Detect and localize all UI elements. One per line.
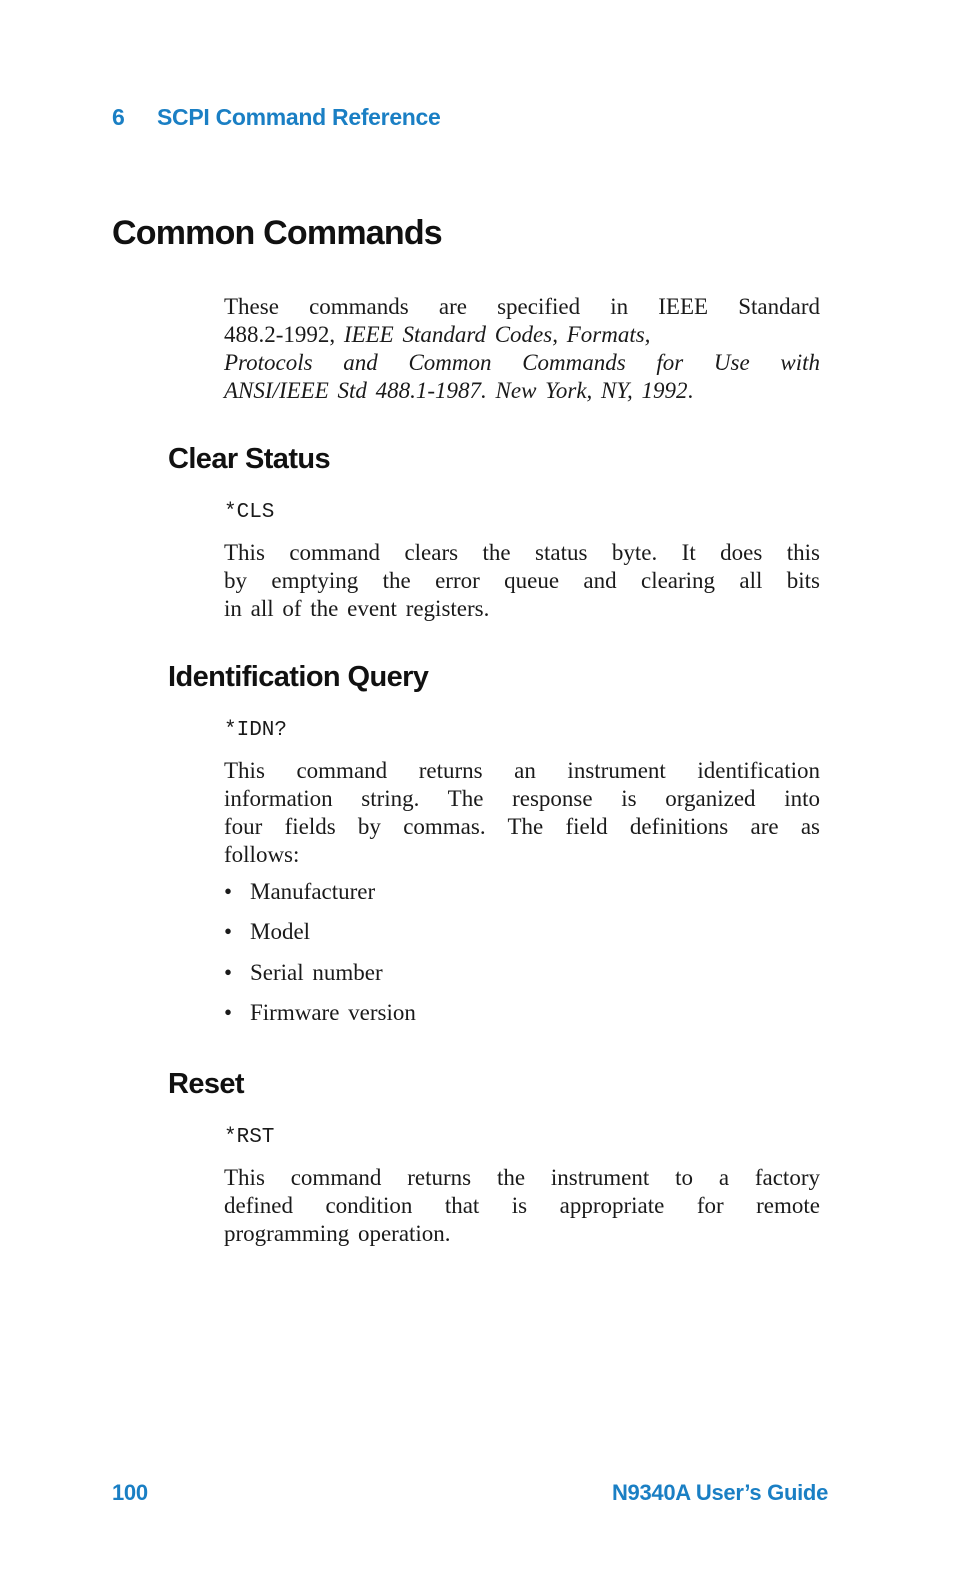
page-number: 100 <box>112 1480 148 1505</box>
section-title-identification-query: Identification Query <box>168 661 429 693</box>
page-title: Common Commands <box>112 214 442 252</box>
intro-line-1: These commands are specified in IEEE Standard <box>224 294 820 319</box>
list-item <box>224 959 416 999</box>
idn-line-4: follows: <box>224 842 300 867</box>
section-title-reset: Reset <box>168 1068 244 1100</box>
command-cls: *CLS <box>224 501 275 524</box>
section-title-clear-status: Clear Status <box>168 443 331 475</box>
intro-line-4 <box>224 377 820 405</box>
idn-line-2: information string. The response is organized into <box>224 786 820 811</box>
reset-line-3: programming operation. <box>224 1221 451 1246</box>
field-manufacturer: Manufacturer <box>250 879 376 904</box>
list-item <box>224 999 416 1039</box>
bullet: • <box>224 999 233 1025</box>
bullet: • <box>224 879 233 904</box>
intro-paragraph <box>224 293 820 405</box>
command-idn: *IDN? <box>224 719 288 742</box>
field-serial-number: Serial number <box>250 959 383 985</box>
chapter-header <box>112 104 441 131</box>
intro-standard-title-part-2: Protocols and Common Commands for Use with <box>224 350 820 375</box>
reset-line-1: This command returns the instrument to a factory <box>224 1165 820 1190</box>
list-item <box>224 878 416 918</box>
clear-status-line-3: in all of the event registers. <box>224 596 490 621</box>
list-item <box>224 918 416 958</box>
clear-status-line-1: This command clears the status byte. It does this <box>224 540 820 565</box>
bullet: • <box>224 959 233 985</box>
guide-title: N9340A User’s Guide <box>611 1480 828 1505</box>
reset-line-2: defined condition that is appropriate for remote <box>224 1193 820 1218</box>
idn-field-list <box>224 878 416 1039</box>
field-firmware-version: Firmware version <box>250 999 416 1025</box>
field-model: Model <box>250 919 311 945</box>
idn-line-3: four fields by commas. The field definitions are as <box>224 814 820 839</box>
intro-standard-title-part-1: IEEE Standard Codes, Formats, <box>343 322 651 347</box>
clear-status-line-2: by emptying the error queue and clearing all bits <box>224 568 820 593</box>
clear-status-description <box>224 539 820 623</box>
chapter-number: 6 <box>112 104 125 130</box>
idn-line-1: This command returns an instrument identification <box>224 758 820 783</box>
intro-line-3 <box>224 349 820 377</box>
intro-standard-title-part-3: ANSI/IEEE Std 488.1-1987. New York, NY, 1992 <box>224 378 688 403</box>
chapter-title: SCPI Command Reference <box>157 104 441 130</box>
identification-query-description <box>224 757 820 869</box>
bullet: • <box>224 919 233 945</box>
command-rst: *RST <box>224 1126 275 1149</box>
intro-period: . <box>687 378 694 403</box>
intro-line-2 <box>224 321 820 349</box>
reset-description <box>224 1164 820 1248</box>
intro-standard-number: 488.2-1992, <box>224 322 344 347</box>
